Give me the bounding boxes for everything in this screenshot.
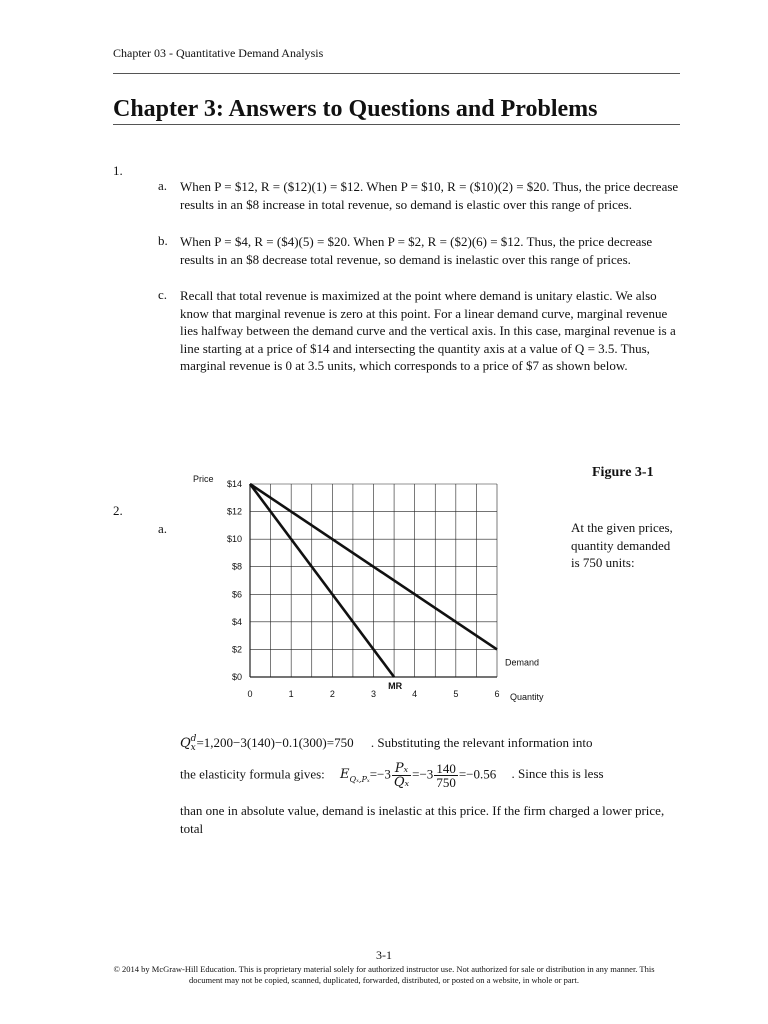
y-tick-label: $2 xyxy=(231,644,242,655)
question-2-number: 2. xyxy=(113,503,123,518)
eq2-trailing-text: . Since this is less xyxy=(511,766,604,782)
q2-a-side-text: At the given prices, quantity demanded is 750 units: xyxy=(571,520,673,570)
eq-result: =−0.56 xyxy=(458,766,497,782)
eq1-trailing-text: . Substituting the relevant information into xyxy=(370,735,593,750)
eq2-leading-text: the elasticity formula gives: xyxy=(180,766,325,782)
frac1-denominator: Qₓ xyxy=(393,775,410,790)
y-axis-label: Price xyxy=(193,474,214,484)
y-tick-label: $14 xyxy=(226,479,242,489)
series-line-mr xyxy=(250,484,394,677)
x-tick-label: 3 xyxy=(370,689,377,699)
q1-c-letter: c. xyxy=(158,287,168,302)
question-1-number: 1. xyxy=(113,163,123,178)
y-tick-label: $0 xyxy=(231,672,242,682)
x-tick-label: 1 xyxy=(288,689,294,699)
eq-mid2: =−3 xyxy=(412,766,434,782)
elasticity-equation xyxy=(180,762,604,789)
eq-q-rhs: =1,200−3(140)−0.1(300)=750 xyxy=(196,735,354,750)
series-label-demand: Demand xyxy=(505,657,540,668)
x-tick-label: 6 xyxy=(494,689,500,699)
y-tick-labels xyxy=(227,479,242,682)
x-tick-labels xyxy=(247,689,499,699)
figure-label: Figure 3-1 xyxy=(592,465,654,480)
q1-a-answer: When P = $12, R = ($12)(1) = $12. When P = $10, R = ($10)(2) = $20. Thus, the price decrease results in an $8 increase in total revenue, so demand is elastic over this range of prices. xyxy=(180,179,679,212)
quantity-demanded-equation xyxy=(180,734,593,753)
copyright-notice: © 2014 by McGraw-Hill Education. This is proprietary material solely for authorized instructor use. Not authorized for sale or distribution in any manner. This document may not be copied, scanned, duplicated, forwarded, distributed, or posted on a website, in whole or part. xyxy=(113,964,655,985)
series-label-mr: MR xyxy=(388,681,403,691)
y-tick-label: $10 xyxy=(226,534,242,545)
x-tick-label: 2 xyxy=(329,689,335,699)
x-tick-label: 5 xyxy=(453,689,459,699)
figure-3-1-chart xyxy=(185,466,565,706)
y-tick-label: $8 xyxy=(231,561,242,572)
q1-a-letter: a. xyxy=(158,178,168,193)
chapter-title: Chapter 3: Answers to Questions and Problems xyxy=(113,96,598,122)
q1-b-letter: b. xyxy=(158,233,168,248)
eq-mid1: =−3 xyxy=(369,766,391,782)
eq-e-sub: Qₓ,Pₓ xyxy=(349,775,370,785)
header-rule xyxy=(113,73,680,74)
eq-q-symbol: Q xyxy=(180,736,191,751)
q1-c-answer: Recall that total revenue is maximized at the point where demand is unitary elastic. We also know that marginal revenue is zero at this point. For a linear demand curve, marginal revenue lies halfway between the demand curve and the vertical axis. In this case, marginal revenue is a line starting at a price of $14 and intersecting the quantity axis at a value of Q = 3.5. Thus, marginal revenue is 0 at 3.5 units, which corresponds to a price of $7 as shown below. xyxy=(180,288,676,373)
q2-a-letter: a. xyxy=(158,521,168,536)
q1-b-answer: When P = $4, R = ($4)(5) = $20. When P = $2, R = ($2)(6) = $12. Thus, the price decrease results in an $8 decrease total revenue, so demand is inelastic over this range of prices. xyxy=(180,234,653,267)
frac1-numerator: Pₓ xyxy=(392,762,411,776)
x-tick-label: 0 xyxy=(247,689,253,699)
eq-q-sup: d xyxy=(190,734,197,745)
q2-a-continuation: than one in absolute value, demand is inelastic at this price. If the firm charged a lower price, total xyxy=(180,803,665,836)
page-number: 3-1 xyxy=(376,948,392,962)
chart-series xyxy=(250,484,539,691)
frac2-numerator: 140 xyxy=(436,761,456,776)
running-head: Chapter 03 - Quantitative Demand Analysis xyxy=(113,46,324,60)
y-tick-label: $12 xyxy=(226,506,242,517)
eq-e-symbol: E xyxy=(340,767,350,783)
eq-frac-px-qx xyxy=(392,762,411,789)
y-tick-label: $4 xyxy=(231,616,242,627)
x-axis-label: Quantity xyxy=(510,692,544,702)
eq-q-sub: x xyxy=(190,743,196,754)
frac2-denominator: 750 xyxy=(436,775,456,790)
x-tick-label: 4 xyxy=(412,689,418,699)
y-tick-label: $6 xyxy=(231,589,242,600)
eq-frac-140-750 xyxy=(434,762,458,789)
title-rule xyxy=(113,124,680,125)
